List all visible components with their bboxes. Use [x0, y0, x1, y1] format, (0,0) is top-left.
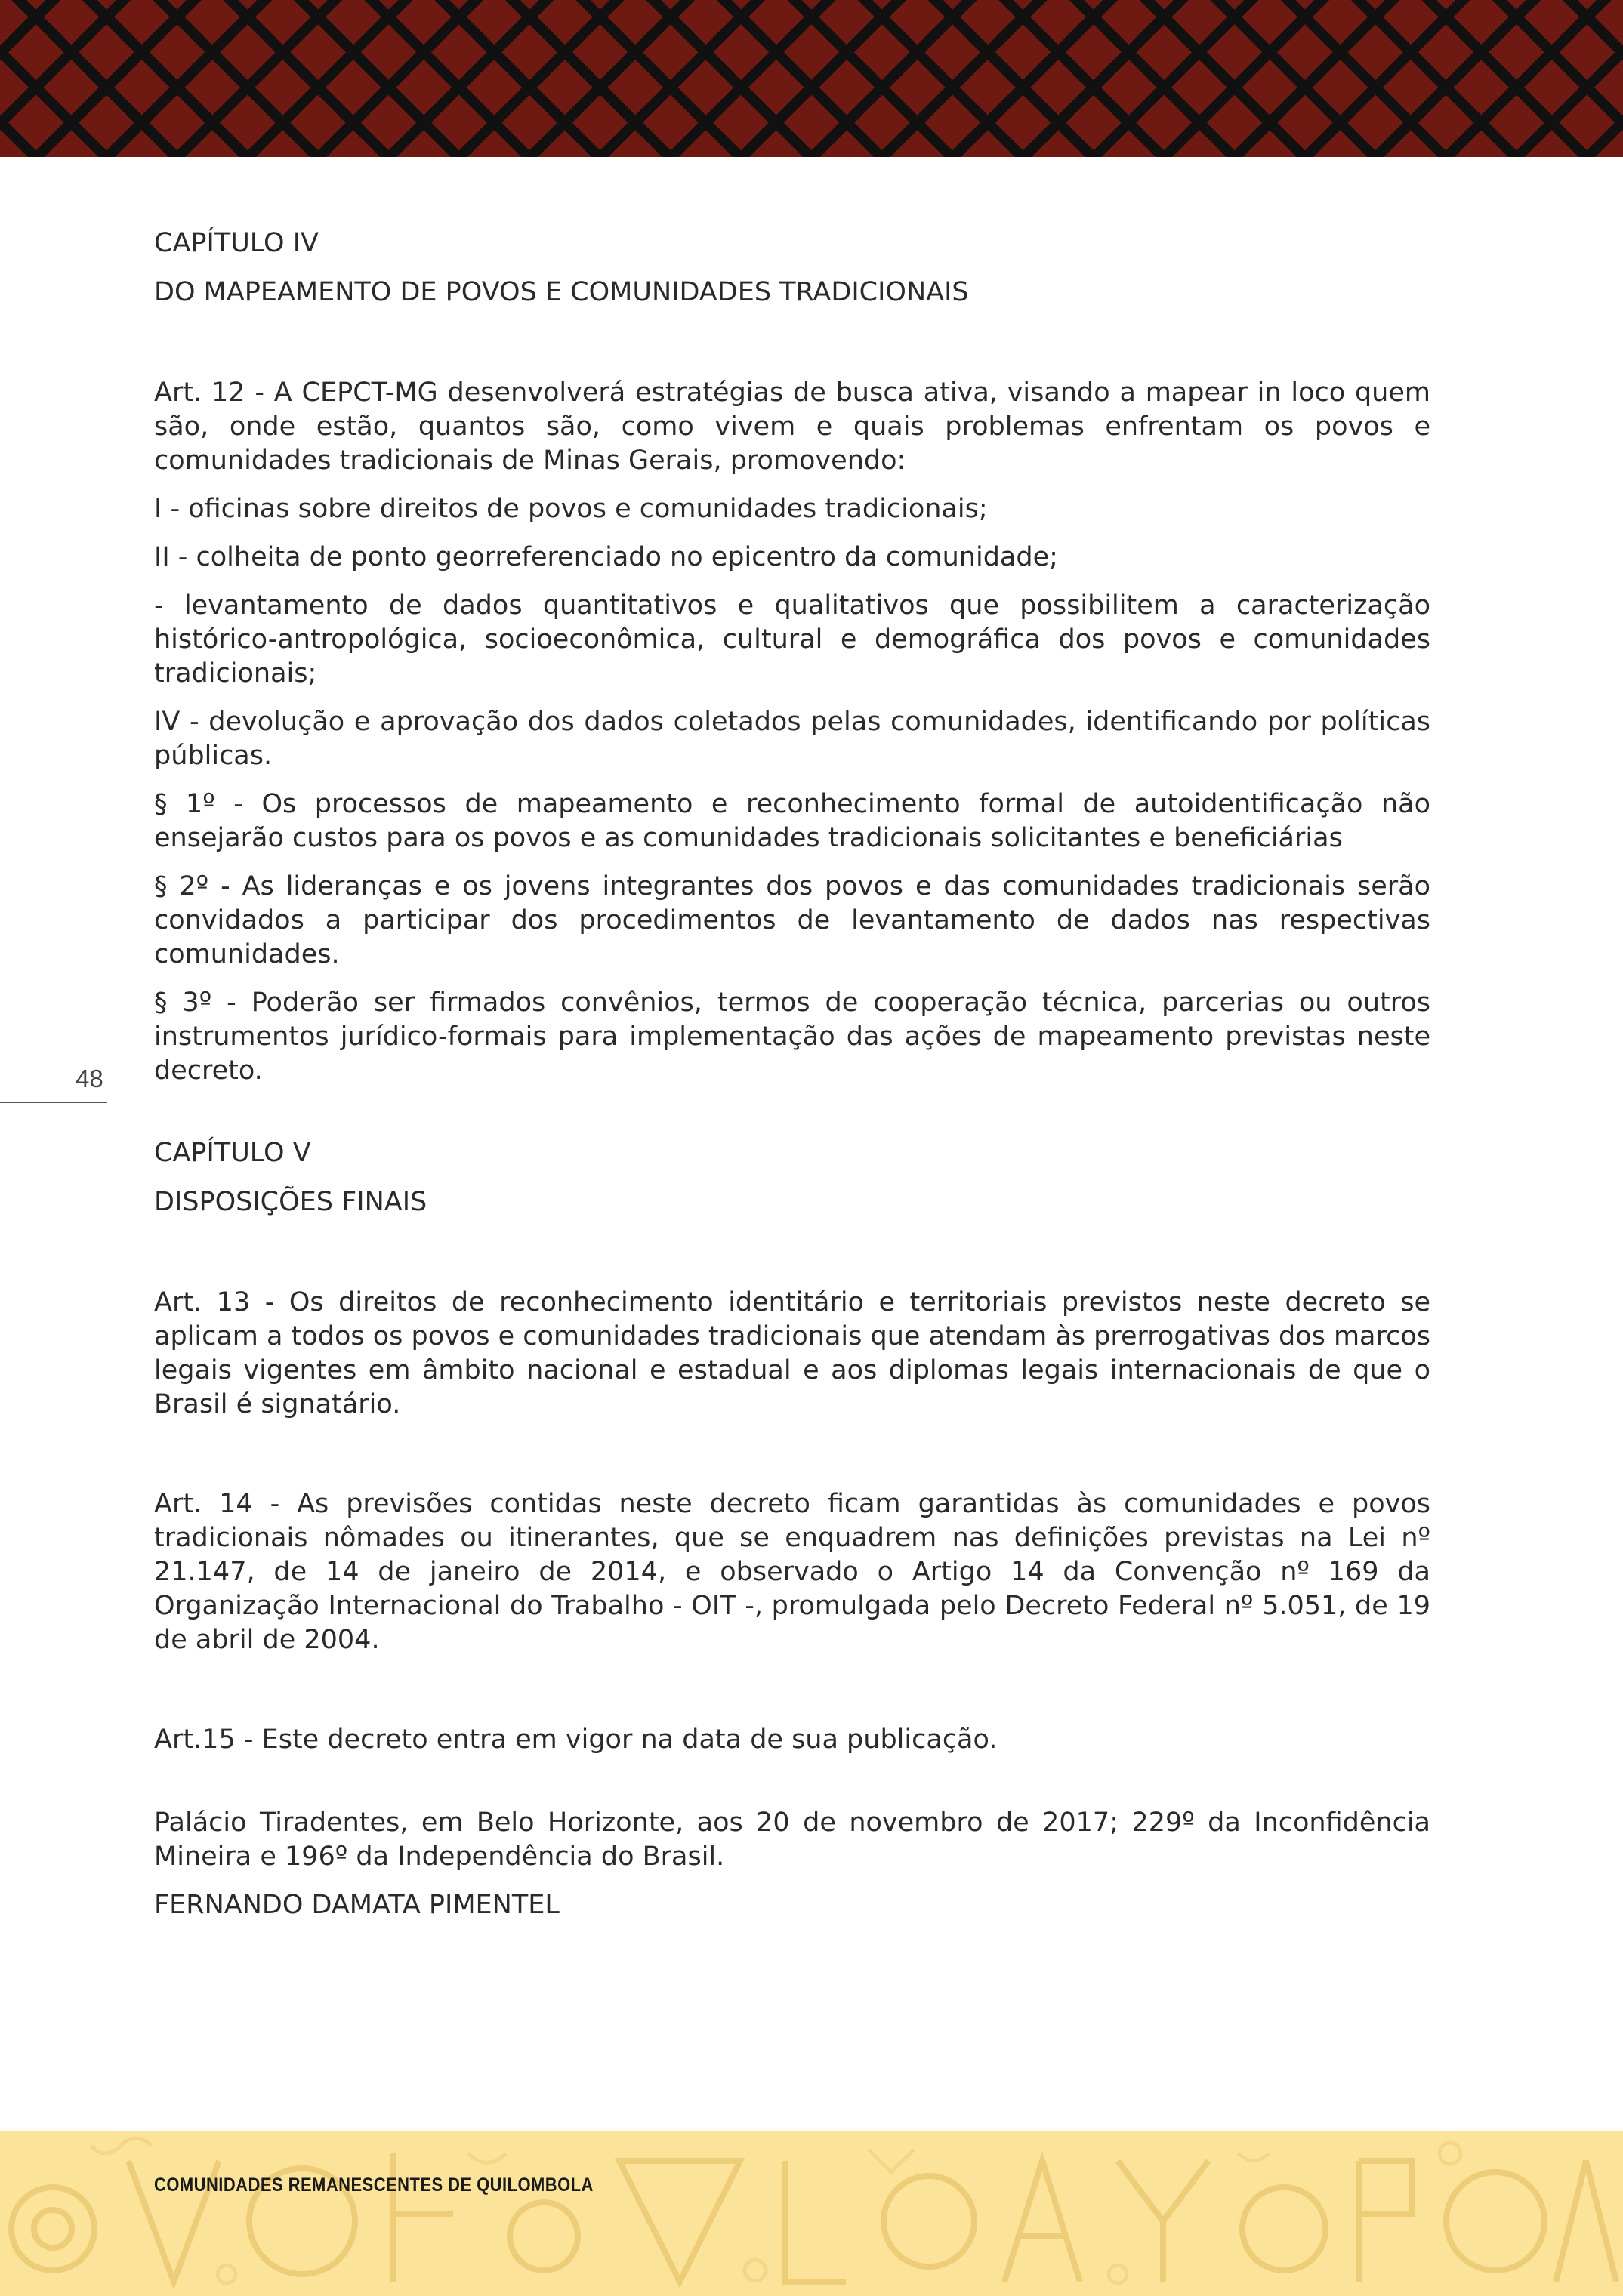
art15: Art.15 - Este decreto entra em vigor na data de sua publicação.	[154, 1724, 998, 1755]
signature: FERNANDO DAMATA PIMENTEL	[154, 1890, 560, 1920]
art12-item-ii: II - colheita de ponto georreferenciado no epicentro da comunidade;	[154, 542, 1058, 572]
art13: Art. 13 - Os direitos de reconhecimento identitário e territoriais previstos neste decreto se aplicam a todos os povos e comunidades tradicionais que atendam às prerrogativas dos marcos legais vigentes em âmbito nacional e estadual e aos diplomas legais internacionais de que o Brasil é signatário.	[154, 1287, 1430, 1419]
art14: Art. 14 - As previsões contidas neste decreto ficam garantidas às comunidades e povos tradicionais nômades ou itinerantes, que se enquadrem nas definições previstas na Lei nº 21.147, de 14 de janeiro de 2014, e observado o Artigo 14 da Convenção nº 169 da Organização Internacional do Trabalho - OIT -, promulgada pelo Decreto Federal nº 5.051, de 19 de abril de 2004.	[154, 1489, 1430, 1655]
footer-publication-title: COMUNIDADES REMANESCENTES DE QUILOMBOLA	[154, 2174, 594, 2196]
bottom-band-pattern	[0, 2131, 1623, 2296]
page-number: 48	[76, 1065, 103, 1093]
art12-intro: Art. 12 - A CEPCT-MG desenvolverá estratégias de busca ativa, visando a mapear in loco quem são, onde estão, quantos são, como vivem e quais problemas enfrentam os povos e comunidades tradicionais de Minas Gerais, promovendo:	[154, 378, 1430, 476]
page-number-rule	[0, 1102, 107, 1103]
chapter-v-title: DISPOSIÇÕES FINAIS	[154, 1187, 427, 1217]
closing-statement: Palácio Tiradentes, em Belo Horizonte, aos 20 de novembro de 2017; 229º da Inconfidência Mineira e 196º da Independência do Brasil.	[154, 1808, 1430, 1872]
art12-paragraph-1: § 1º - Os processos de mapeamento e reconhecimento formal de autoidentificação não ensejarão custos para os povos e as comunidades tradicionais solicitantes e beneficiárias	[154, 789, 1430, 853]
chapter-iv-label: CAPÍTULO IV	[154, 228, 319, 258]
chapter-iv-title: DO MAPEAMENTO DE POVOS E COMUNIDADES TRADICIONAIS	[154, 277, 969, 307]
art12-item-iv: IV - devolução e aprovação dos dados coletados pelas comunidades, identificando por políticas públicas.	[154, 707, 1430, 771]
top-decorative-band	[0, 0, 1623, 157]
chapter-v-label: CAPÍTULO V	[154, 1138, 311, 1168]
art12-paragraph-2: § 2º - As lideranças e os jovens integrantes dos povos e das comunidades tradicionais serão convidados a participar dos procedimentos de levantamento de dados nas respectivas comunidades.	[154, 871, 1430, 969]
art12-paragraph-3: § 3º - Poderão ser firmados convênios, termos de cooperação técnica, parcerias ou outros instrumentos jurídico-formais para implementação das ações de mapeamento previstas neste decreto.	[154, 988, 1430, 1086]
document-body	[154, 227, 1430, 1922]
art12-item-iii: - levantamento de dados quantitativos e qualitativos que possibilitem a caracterização histórico-antropológica, socioeconômica, cultural e demográfica dos povos e comunidades tradicionais;	[154, 590, 1430, 689]
bottom-decorative-band	[0, 2131, 1623, 2296]
art12-item-i: I - oficinas sobre direitos de povos e comunidades tradicionais;	[154, 494, 988, 524]
